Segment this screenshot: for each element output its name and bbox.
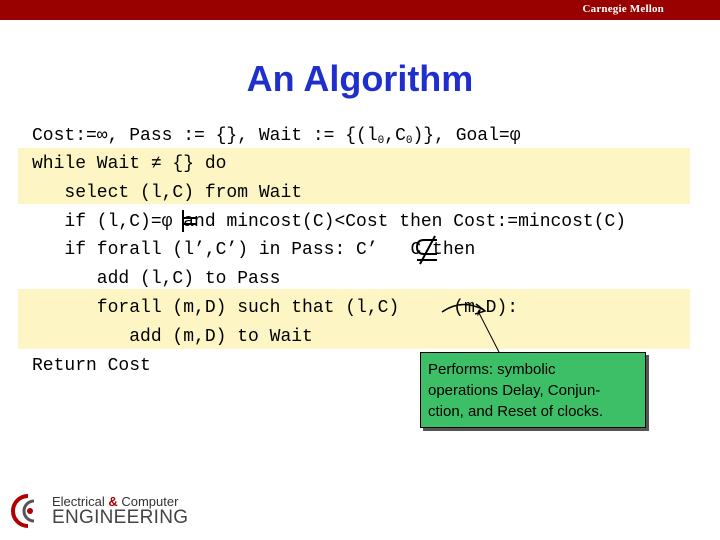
ece-logo-icon: [10, 492, 50, 532]
code-line-2: while Wait ≠ {} do: [32, 154, 227, 174]
callout-line-2: operations Delay, Conjun-: [428, 382, 601, 399]
code-line-5: if forall (l’,C’) in Pass: C’ C then: [32, 240, 476, 260]
models-turnstile-icon: [183, 210, 196, 232]
code-line-9: Return Cost: [32, 356, 151, 376]
code-line-1: Cost:=∞, Pass := {}, Wait := $\{(l_0,C_0)\}$, Goal=φ: [32, 126, 521, 147]
logo-line-1: Electrical & Computer: [52, 494, 179, 509]
code-line-3: select (l,C) from Wait: [32, 183, 303, 203]
code-line-6: add (l,C) to Pass: [32, 269, 281, 289]
callout-note: [420, 352, 646, 428]
code-line-8: add (m,D) to Wait: [32, 327, 313, 347]
logo-line-2: ENGINEERING: [52, 507, 189, 528]
not-subset-eq-icon: [417, 236, 437, 264]
callout-line-3: ction, and Reset of clocks.: [428, 403, 604, 420]
code-line-4: if (l,C)=φ and mincost(C)<Cost then Cost:=mincost(C): [32, 212, 627, 232]
tooltip-pointer: [478, 311, 500, 354]
university-name: Carnegie Mellon: [582, 3, 664, 15]
callout-line-1: Performs: symbolic: [428, 361, 556, 378]
code-line-7: forall (m,D) such that (l,C) (m,D):: [32, 298, 519, 318]
slide-title: An Algorithm: [246, 58, 474, 99]
